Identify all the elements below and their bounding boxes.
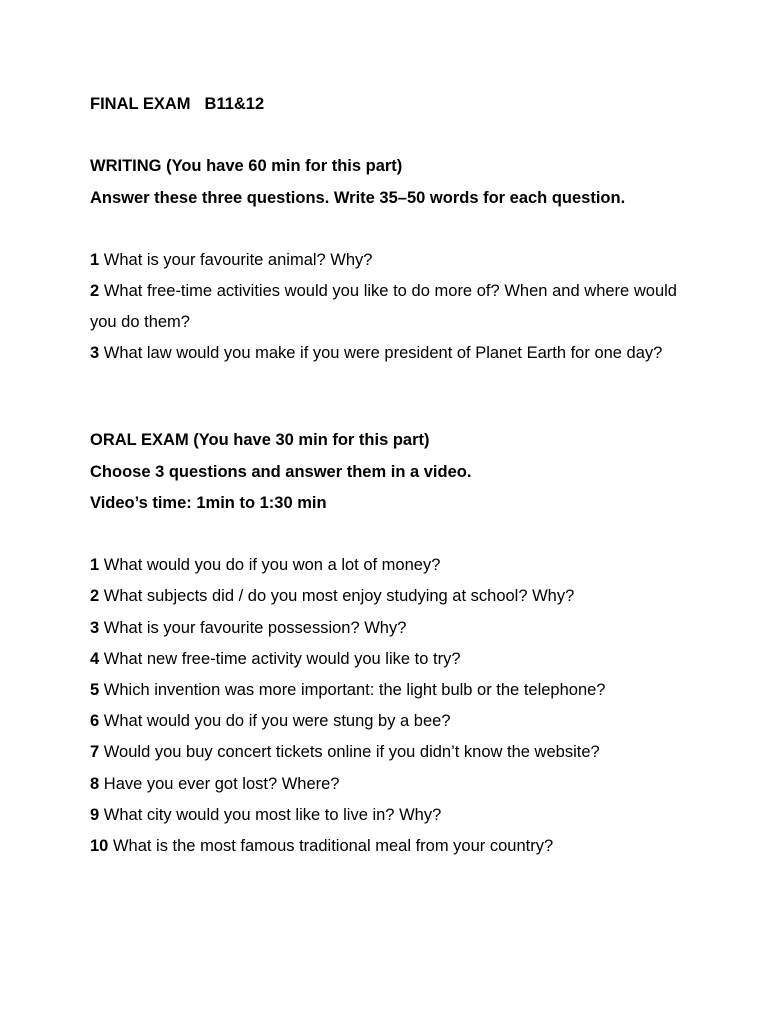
question-number: 6	[90, 712, 100, 730]
question-text: Would you buy concert tickets online if you didn’t know the website?	[103, 743, 600, 761]
oral-heading: ORAL EXAM (You have 30 min for this part)	[90, 431, 430, 449]
oral-instruction: Choose 3 questions and answer them in a video.	[90, 463, 472, 481]
page-title	[90, 94, 677, 114]
question-number: 10	[90, 837, 109, 855]
question-text: What subjects did / do you most enjoy studying at school? Why?	[103, 587, 575, 605]
question-text: What new free-time activity would you like to try?	[103, 650, 461, 668]
question-number: 3	[90, 619, 100, 637]
question-number: 9	[90, 806, 100, 824]
question-text: Which invention was more important: the light bulb or the telephone?	[103, 681, 606, 699]
exam-group: B11&12	[204, 95, 265, 113]
writing-instruction: Answer these three questions. Write 35–50 words for each question.	[90, 189, 626, 207]
question-text: What is the most famous traditional meal from your country?	[112, 837, 554, 855]
exam-title: FINAL EXAM	[90, 95, 191, 113]
oral-question-5	[90, 680, 677, 700]
oral-question-9	[90, 805, 677, 825]
question-number: 3	[90, 344, 100, 362]
writing-question-1	[90, 250, 677, 270]
writing-question-3	[90, 338, 677, 369]
question-number: 1	[90, 556, 100, 574]
question-number: 7	[90, 743, 100, 761]
question-text: Have you ever got lost? Where?	[103, 775, 340, 793]
oral-question-6	[90, 711, 677, 731]
question-text: What free-time activities would you like to do more of? When and where would you do them?	[90, 282, 677, 331]
video-time: Video’s time: 1min to 1:30 min	[90, 494, 327, 512]
writing-heading: WRITING (You have 60 min for this part)	[90, 157, 403, 175]
oral-question-3	[90, 618, 677, 638]
question-number: 2	[90, 282, 100, 300]
oral-question-7	[90, 742, 677, 762]
oral-question-2	[90, 586, 677, 606]
question-text: What is your favourite animal? Why?	[103, 251, 373, 269]
oral-question-8	[90, 774, 677, 794]
writing-question-2	[90, 276, 677, 338]
oral-question-1	[90, 555, 677, 575]
question-text: What would you do if you won a lot of money?	[103, 556, 441, 574]
question-number: 1	[90, 251, 100, 269]
question-number: 4	[90, 650, 100, 668]
question-number: 8	[90, 775, 100, 793]
question-text: What law would you make if you were president of Planet Earth for one day?	[103, 344, 663, 362]
question-text: What is your favourite possession? Why?	[103, 619, 407, 637]
oral-question-10	[90, 836, 677, 856]
oral-question-4	[90, 649, 677, 669]
question-text: What would you do if you were stung by a bee?	[103, 712, 451, 730]
question-number: 2	[90, 587, 100, 605]
question-text: What city would you most like to live in? Why?	[103, 806, 442, 824]
question-number: 5	[90, 681, 100, 699]
